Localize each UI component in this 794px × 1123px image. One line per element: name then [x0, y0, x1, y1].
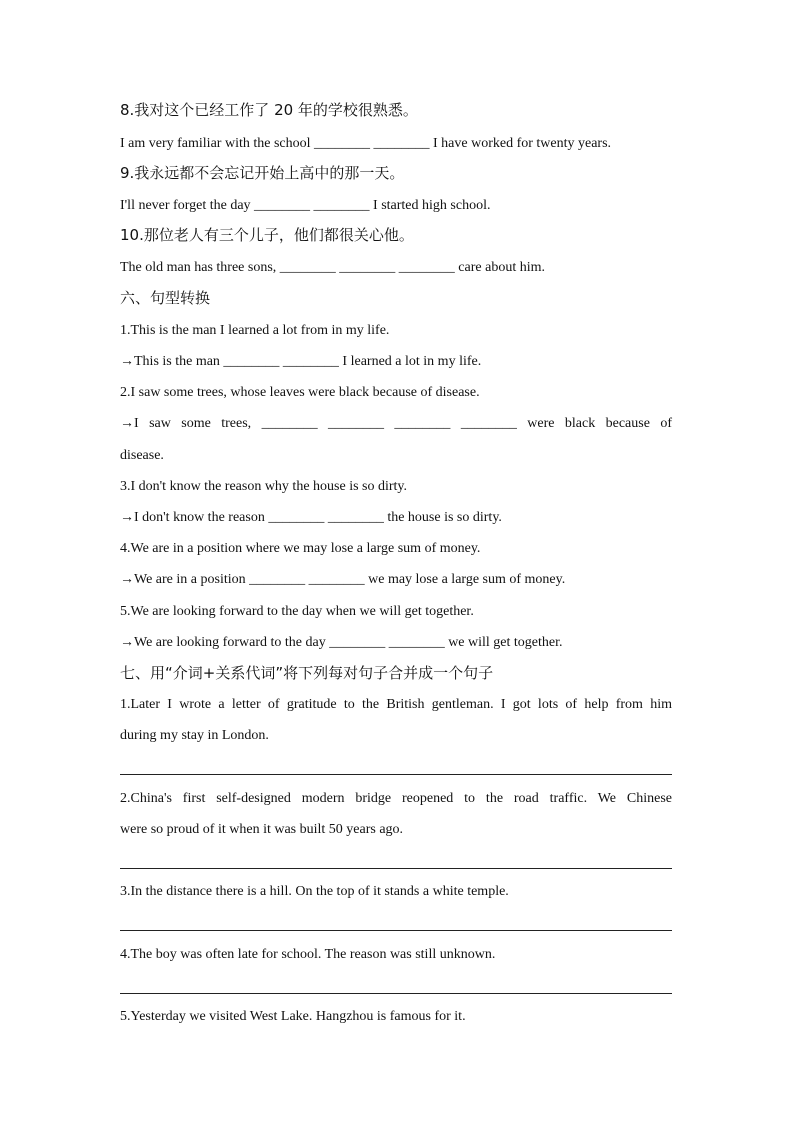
s7-question-2: 2.China's first self-designed modern bridge reopened to the road traffic. We Chinese — [120, 791, 672, 806]
section-6-heading: 六、句型转换 — [120, 289, 211, 307]
section-7-heading: 七、用“介词+关系代词”将下列每对句子合并成一个句子 — [120, 664, 494, 682]
s6-question-3: 3.I don't know the reason why the house is so dirty. — [120, 479, 408, 494]
s7-question-2-cont: were so proud of it when it was built 50 years ago. — [120, 822, 404, 837]
s6-question-2: 2.I saw some trees, whose leaves were black because of disease. — [120, 385, 480, 400]
question-8-chinese: 8.我对这个已经工作了 20 年的学校很熟悉。 — [120, 101, 418, 119]
s7-question-1-cont: during my stay in London. — [120, 728, 269, 743]
question-9-chinese: 9.我永远都不会忘记开始上高中的那一天。 — [120, 164, 405, 182]
s6-question-2-rewrite: →I saw some trees, ________ ________ ________ ________ were black because of — [120, 416, 672, 431]
s6-question-1: 1.This is the man I learned a lot from in my life. — [120, 323, 390, 338]
question-10-chinese: 10.那位老人有三个儿子，他们都很关心他。 — [120, 226, 414, 244]
s7-question-1: 1.Later I wrote a letter of gratitude to the British gentleman. I got lots of help from him — [120, 697, 672, 712]
s7-answer-line-2 — [120, 868, 672, 869]
s6-question-4: 4.We are in a position where we may lose a large sum of money. — [120, 541, 481, 556]
s6-question-2-rewrite-cont: disease. — [120, 448, 164, 463]
s6-question-5-rewrite: →We are looking forward to the day ________ ________ we will get together. — [120, 635, 563, 650]
s7-question-5: 5.Yesterday we visited West Lake. Hangzhou is famous for it. — [120, 1009, 466, 1024]
s7-answer-line-4 — [120, 993, 672, 994]
s7-answer-line-1 — [120, 774, 672, 775]
question-10-english: The old man has three sons, ________ ________ ________ care about him. — [120, 260, 545, 275]
s7-answer-line-3 — [120, 930, 672, 931]
s6-question-1-rewrite: →This is the man ________ ________ I learned a lot in my life. — [120, 354, 482, 369]
s6-question-5: 5.We are looking forward to the day when we will get together. — [120, 604, 474, 619]
s6-question-4-rewrite: →We are in a position ________ ________ we may lose a large sum of money. — [120, 572, 566, 587]
s7-question-3: 3.In the distance there is a hill. On the top of it stands a white temple. — [120, 884, 509, 899]
question-9-english: I'll never forget the day ________ ________ I started high school. — [120, 198, 491, 213]
s7-question-4: 4.The boy was often late for school. The reason was still unknown. — [120, 947, 496, 962]
s6-question-3-rewrite: →I don't know the reason ________ ________ the house is so dirty. — [120, 510, 502, 525]
question-8-english: I am very familiar with the school ________ ________ I have worked for twenty years. — [120, 136, 612, 151]
